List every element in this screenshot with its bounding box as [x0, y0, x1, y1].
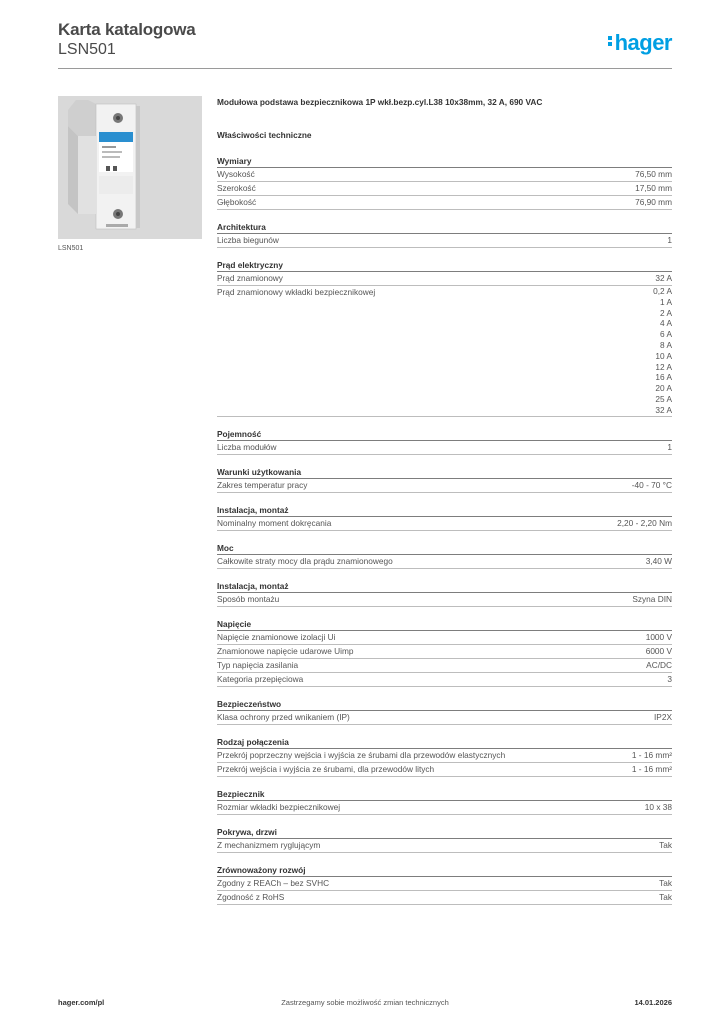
- spec-row: [217, 673, 672, 687]
- section-title: Zrównoważony rozwój: [217, 863, 672, 877]
- spec-row: [217, 182, 672, 196]
- spec-value: 1 - 16 mm²: [631, 763, 672, 774]
- spec-row: [217, 168, 672, 182]
- spec-value: 17,50 mm: [635, 183, 672, 193]
- spec-label: Całkowite straty mocy dla prądu znamionowego: [217, 555, 393, 566]
- spec-row: [217, 877, 672, 891]
- spec-sections: [217, 154, 672, 905]
- spec-label: Kategoria przepięciowa: [217, 673, 304, 684]
- spec-section: [217, 787, 672, 815]
- spec-row: [217, 645, 672, 659]
- section-title: Prąd elektryczny: [217, 258, 672, 272]
- spec-value-item: 4 A: [660, 318, 672, 329]
- product-image-caption: LSN501: [58, 245, 84, 252]
- spec-row: [217, 272, 672, 286]
- spec-row: [217, 479, 672, 493]
- spec-label: Wysokość: [217, 169, 255, 179]
- spec-value: AC/DC: [646, 659, 672, 670]
- document-title: Karta katalogowa: [58, 20, 196, 39]
- spec-value-item: 10 A: [655, 350, 672, 361]
- spec-value-item: 2 A: [660, 307, 672, 318]
- spec-label: Zakres temperatur pracy: [217, 479, 308, 490]
- spec-value: 1000 V: [645, 631, 672, 642]
- spec-row: [217, 441, 672, 455]
- spec-value: [653, 286, 672, 416]
- spec-row: [217, 801, 672, 815]
- spec-label: Napięcie znamionowe izolacji Ui: [217, 631, 336, 642]
- spec-row: [217, 593, 672, 607]
- spec-value: 10 x 38: [644, 801, 672, 812]
- spec-label: Szerokość: [217, 183, 256, 193]
- spec-value: Tak: [659, 877, 672, 888]
- spec-value: 3,40 W: [645, 555, 672, 566]
- spec-value: -40 - 70 °C: [631, 479, 672, 490]
- section-title: Rodzaj połączenia: [217, 735, 672, 749]
- spec-section: [217, 154, 672, 210]
- footer-website: hager.com/pl: [58, 998, 105, 1007]
- spec-label: Głębokość: [217, 197, 257, 207]
- spec-label: Nominalny moment dokręcania: [217, 517, 332, 528]
- spec-value-item: 8 A: [660, 339, 672, 350]
- spec-label: Liczba modułów: [217, 441, 277, 452]
- spec-value-item: 25 A: [655, 393, 672, 404]
- hager-logo: [608, 30, 672, 56]
- spec-value-item: 32 A: [655, 404, 672, 415]
- section-title: Napięcie: [217, 617, 672, 631]
- spec-label: Prąd znamionowy: [217, 273, 283, 283]
- section-title: Wymiary: [217, 154, 672, 168]
- section-title: Warunki użytkowania: [217, 465, 672, 479]
- spec-value-item: 6 A: [660, 329, 672, 340]
- spec-section: [217, 258, 672, 417]
- spec-label: Zgodność z RoHS: [217, 891, 285, 902]
- page-header: [58, 20, 672, 70]
- spec-label: Z mechanizmem ryglującym: [217, 839, 321, 850]
- spec-label: Prąd znamionowy wkładki bezpiecznikowej: [217, 287, 376, 297]
- fuse-holder-illustration: [58, 96, 202, 239]
- footer-disclaimer: Zastrzegamy sobie możliwość zmian technicznych: [281, 998, 449, 1007]
- spec-row: [217, 659, 672, 673]
- spec-value: 3: [667, 673, 672, 684]
- spec-value: 6000 V: [645, 645, 672, 656]
- spec-value: Szyna DIN: [632, 593, 672, 604]
- spec-row: [217, 517, 672, 531]
- product-image: [58, 96, 202, 239]
- header-divider: [58, 68, 672, 69]
- section-title: Moc: [217, 541, 672, 555]
- spec-content: [217, 97, 672, 905]
- section-title: Instalacja, montaż: [217, 579, 672, 593]
- spec-value: 76,50 mm: [635, 169, 672, 179]
- section-title: Instalacja, montaż: [217, 503, 672, 517]
- spec-value: 2,20 - 2,20 Nm: [617, 517, 672, 528]
- spec-row: [217, 711, 672, 725]
- section-title: Bezpieczeństwo: [217, 697, 672, 711]
- spec-value: 1: [667, 441, 672, 452]
- spec-section: [217, 541, 672, 569]
- spec-section: [217, 735, 672, 777]
- spec-label: Zgodny z REACh – bez SVHC: [217, 877, 330, 888]
- spec-row: [217, 555, 672, 569]
- section-title: Architektura: [217, 220, 672, 234]
- spec-section: [217, 579, 672, 607]
- spec-value: 1 - 16 mm²: [631, 749, 672, 760]
- spec-row: [217, 749, 672, 763]
- spec-row: [217, 891, 672, 905]
- spec-value: Tak: [659, 839, 672, 850]
- logo-dots-icon: [608, 34, 613, 48]
- spec-row: [217, 763, 672, 777]
- spec-row: [217, 286, 672, 417]
- spec-row: [217, 234, 672, 248]
- spec-value: 32 A: [655, 273, 672, 283]
- spec-label: Klasa ochrony przed wnikaniem (IP): [217, 711, 350, 722]
- spec-section: [217, 465, 672, 493]
- spec-value: IP2X: [654, 711, 672, 722]
- section-title: Pokrywa, drzwi: [217, 825, 672, 839]
- product-description: Modułowa podstawa bezpiecznikowa 1P wkł.bezp.cyl.L38 10x38mm, 32 A, 690 VAC: [217, 97, 543, 107]
- section-title: Pojemność: [217, 427, 672, 441]
- logo-text: hager: [614, 30, 672, 55]
- spec-label: Przekrój poprzeczny wejścia i wyjścia ze śrubami dla przewodów elastycznych: [217, 749, 506, 760]
- spec-label: Znamionowe napięcie udarowe Uimp: [217, 645, 354, 656]
- product-code: LSN501: [58, 41, 116, 58]
- spec-value-item: 12 A: [655, 361, 672, 372]
- spec-section: [217, 503, 672, 531]
- spec-section: [217, 220, 672, 248]
- footer-date: 14.01.2026: [634, 998, 672, 1007]
- spec-label: Rozmiar wkładki bezpiecznikowej: [217, 801, 341, 812]
- spec-value-item: 0,2 A: [653, 286, 672, 296]
- spec-value-item: 20 A: [655, 383, 672, 394]
- spec-label: Przekrój wejścia i wyjścia ze śrubami, dla przewodów litych: [217, 763, 435, 774]
- spec-label: Liczba biegunów: [217, 235, 279, 245]
- spec-row: [217, 839, 672, 853]
- spec-section: [217, 825, 672, 853]
- spec-label: Typ napięcia zasilania: [217, 659, 299, 670]
- spec-value-item: 16 A: [655, 372, 672, 383]
- spec-row: [217, 196, 672, 210]
- spec-value: Tak: [659, 891, 672, 902]
- spec-value: 1: [667, 235, 672, 245]
- spec-section: [217, 697, 672, 725]
- properties-heading: Właściwości techniczne: [217, 130, 312, 140]
- spec-section: [217, 617, 672, 687]
- spec-value: 76,90 mm: [635, 197, 672, 207]
- spec-value-item: 1 A: [660, 296, 672, 307]
- spec-row: [217, 631, 672, 645]
- spec-section: [217, 427, 672, 455]
- spec-label: Sposób montażu: [217, 593, 280, 604]
- spec-section: [217, 863, 672, 905]
- section-title: Bezpiecznik: [217, 787, 672, 801]
